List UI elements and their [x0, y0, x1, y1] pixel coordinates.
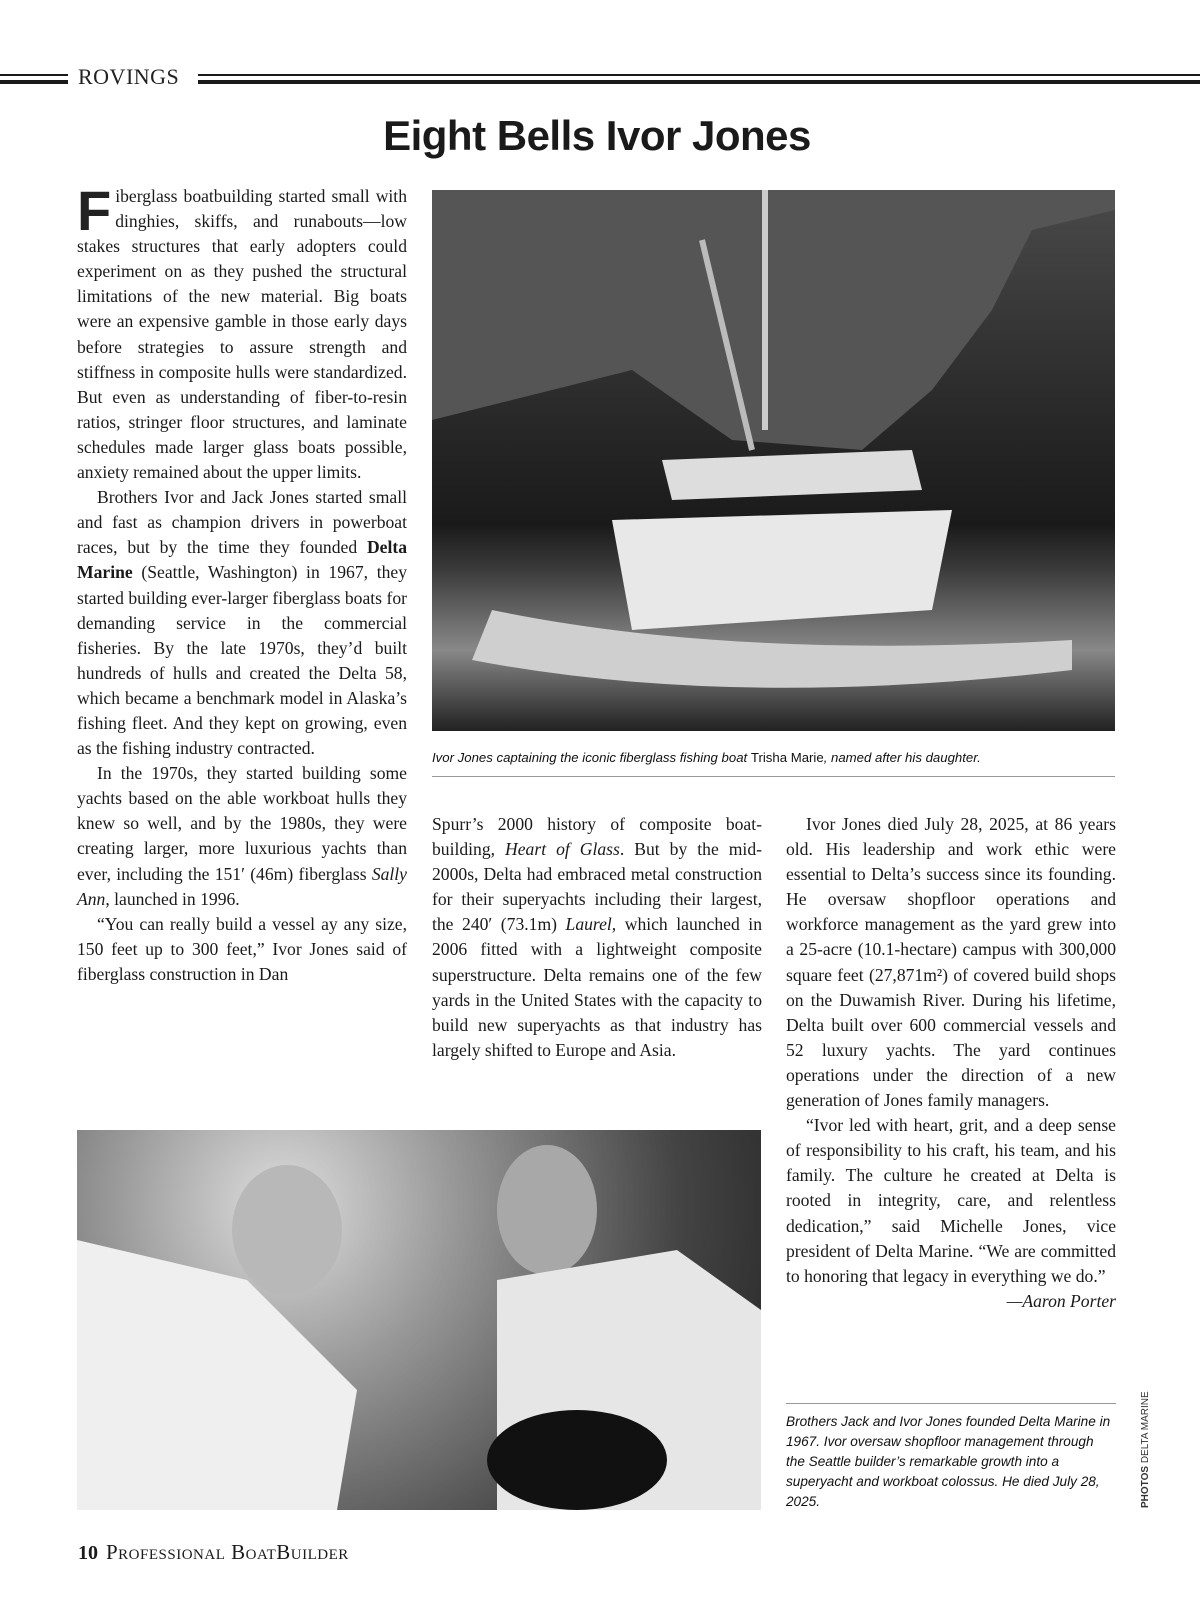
author-signature: —Aaron Porter — [1006, 1290, 1116, 1311]
paragraph: Brothers Ivor and Jack Jones started small and fast as champion drivers in powerboat races, but by the time they founded Delta Marine (Seattle, Washington) in 1967, they started building ever-larger fiberglass boats for demanding service in the commercial fisheries. By the late 1970s, they’d built hundreds of hulls and created the Delta 58, which became a benchmark model in Alaska’s fishing fleet. And they kept on growing, even as the fishing industry contracted. — [77, 487, 407, 759]
section-label: ROVINGS — [78, 64, 180, 89]
photo-credit: PHOTOS DELTA MARINE — [1140, 1391, 1151, 1508]
page-number: 10 — [78, 1542, 98, 1564]
column-3 — [786, 812, 1116, 1314]
paragraph: “Ivor led with heart, grit, and a deep sense of responsibility to his craft, his team, and his family. The culture he created at Delta is rooted in integrity, care, and relentless dedication,” said Michelle Jones, vice president of Delta Marine. “We are committed to honoring that legacy in everything we do.” — [786, 1115, 1116, 1286]
brothers-photo — [77, 1130, 761, 1510]
caption-rule — [432, 776, 1115, 777]
header-rule — [198, 74, 1200, 76]
brothers-illustration — [77, 1130, 761, 1510]
header-rule — [0, 74, 68, 76]
boat-illustration — [432, 190, 1115, 731]
paragraph: Fiberglass boatbuilding started small with dinghies, skiffs, and runabouts—low stakes structures that early adopters could experiment on as they pushed the structural limitations of the new material. Big boats were an expensive gamble in those early days before strategies to assure strength and stiffness in composite hulls were standardized. But even as understanding of fiber-to-resin ratios, stringer floor structures, and laminate schedules made larger glass boats possible, anxiety remained about the upper limits. — [77, 179, 407, 483]
article-title: Eight Bells Ivor Jones — [383, 112, 811, 159]
column-1 — [77, 179, 407, 987]
paragraph: In the 1970s, they started building some yachts based on the able workboat hulls they knew so well, and by the 1980s, they were creating larger, more luxurious yachts than ever, including the 151′ (46m) fiberglass Sally Ann, launched in 1996. — [77, 763, 407, 909]
paragraph: “You can really build a vessel ay any size, 150 feet up to 300 feet,” Ivor Jones said of fiberglass construction in Dan — [77, 913, 407, 984]
column-2 — [432, 812, 762, 1063]
publication-name: Professional BoatBuilder — [106, 1540, 349, 1564]
page-footer — [78, 1540, 349, 1565]
header-rule — [0, 80, 68, 84]
paragraph: Ivor Jones died July 28, 2025, at 86 years old. His leadership and work ethic were essential to Delta’s success since its founding. He oversaw shopfloor operations and workforce management as the yard grew into a 25-acre (10.1-hectare) campus with 300,000 square feet (27,871m²) of covered build shops on the Duwamish River. During his lifetime, Delta built over 600 commercial vessels and 52 luxury yachts. The yard continues operations under the direction of a new generation of Jones family managers. — [786, 814, 1116, 1111]
drop-cap: F — [77, 179, 112, 242]
photo-caption: Ivor Jones captaining the iconic fiberglass fishing boat Trisha Marie, named after his daughter. — [432, 750, 981, 765]
boat-photo — [432, 190, 1115, 731]
photo-caption: Brothers Jack and Ivor Jones founded Delta Marine in 1967. Ivor oversaw shopfloor management through the Seattle builder’s remarkable growth into a superyacht and workboat colossus. He died July 28, 2025. — [786, 1414, 1111, 1509]
header-rule — [198, 80, 1200, 84]
caption-rule — [786, 1403, 1116, 1404]
paragraph: Spurr’s 2000 history of composite boatbuilding, Heart of Glass. But by the mid-2000s, Delta had embraced metal construction for their superyachts including their largest, the 240′ (73.1m) Laurel, which launched in 2006 fitted with a lightweight composite superstructure. Delta remains one of the few yards in the United States with the capacity to build new superyachts as that industry has largely shifted to Europe and Asia. — [432, 814, 762, 1060]
